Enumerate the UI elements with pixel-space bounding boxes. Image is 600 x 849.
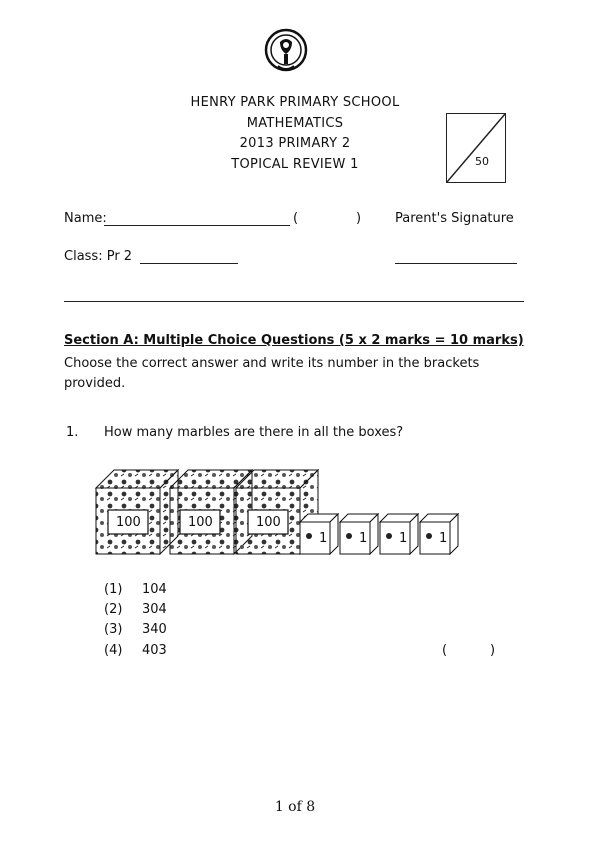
marble-boxes-illustration: [92, 466, 477, 558]
option-number: (3): [104, 622, 123, 637]
section-a-instructions: Choose the correct answer and write its number in the brackets provided.: [64, 356, 480, 391]
paper-title: TOPICAL REVIEW 1: [231, 157, 359, 172]
name-label: Name:: [64, 211, 107, 226]
name-field[interactable]: [104, 225, 290, 226]
total-marks: 50: [475, 155, 489, 168]
question-number: 1.: [66, 425, 79, 440]
one-box-label: 1: [399, 531, 408, 546]
hundred-box: [96, 470, 178, 554]
option-number: (2): [104, 602, 123, 617]
question-text: How many marbles are there in all the boxes?: [104, 425, 404, 440]
class-field[interactable]: [140, 263, 238, 264]
option-value: 104: [142, 582, 167, 597]
subject-title: MATHEMATICS: [246, 116, 344, 131]
score-box-diagonal: [447, 114, 505, 182]
school-name: HENRY PARK PRIMARY SCHOOL: [190, 95, 400, 110]
option-number: (4): [104, 643, 123, 658]
option-value: 340: [142, 622, 167, 637]
hundred-box-label: 100: [116, 515, 141, 530]
one-box-label: 1: [359, 531, 368, 546]
class-label: Class: Pr 2: [64, 249, 133, 264]
option-number: (1): [104, 582, 123, 597]
section-divider: [64, 301, 524, 302]
answer-field[interactable]: [452, 643, 488, 659]
index-close-bracket: ): [356, 211, 362, 226]
parent-signature-field[interactable]: [395, 263, 517, 264]
answer-close-bracket: ): [490, 643, 496, 658]
index-open-bracket: (: [293, 211, 299, 226]
option-2[interactable]: [104, 602, 167, 617]
option-1[interactable]: [104, 582, 167, 597]
school-crest-logo: [264, 28, 308, 76]
page-number: 1 of 8: [274, 799, 316, 815]
answer-open-bracket: (: [442, 643, 448, 658]
option-3[interactable]: [104, 622, 167, 637]
option-4[interactable]: [104, 643, 167, 658]
hundred-box-label: 100: [256, 515, 281, 530]
section-a-title: Section A: Multiple Choice Questions (5 x 2 marks = 10 marks): [64, 333, 524, 348]
parent-signature-label: Parent's Signature: [395, 211, 514, 226]
one-box-label: 1: [319, 531, 328, 546]
score-box: [446, 113, 506, 183]
option-value: 304: [142, 602, 167, 617]
one-box-label: 1: [439, 531, 448, 546]
year-level: 2013 PRIMARY 2: [239, 136, 351, 151]
option-value: 403: [142, 643, 167, 658]
hundred-box-label: 100: [188, 515, 213, 530]
